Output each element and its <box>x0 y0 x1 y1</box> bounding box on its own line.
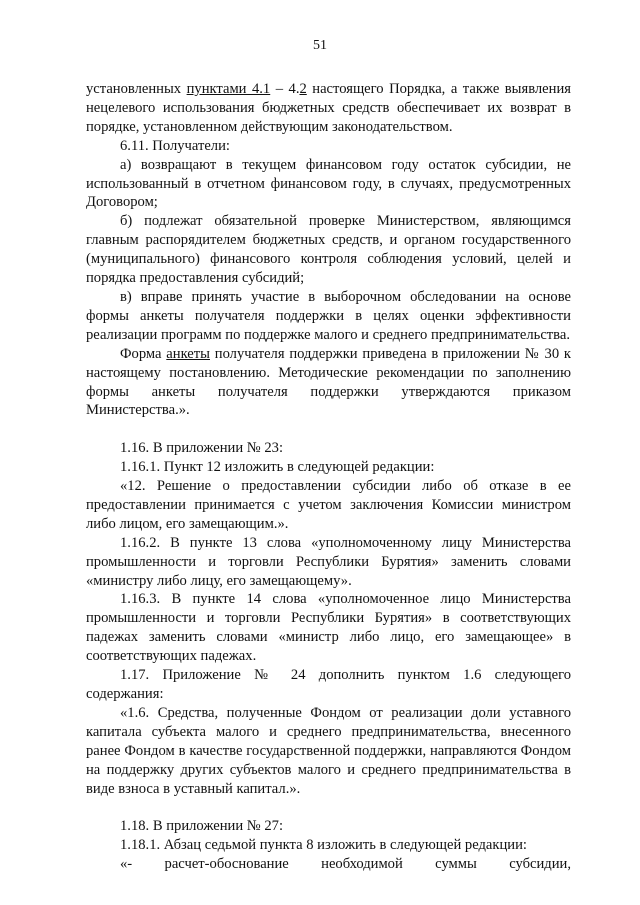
paragraph-1-18-1-text: «- расчет-обоснование необходимой суммы субсидии, <box>120 856 571 873</box>
paragraph-6-11-c: в) вправе принять участие в выборочном обследовании на основе формы анкеты получателя поддержки в целях оценки эффективности реализации программ по поддержке малого и среднего предпринимательства. <box>86 288 571 343</box>
paragraph-6-11-heading: 6.11. Получатели: <box>120 137 230 154</box>
paragraph-1-16-2: 1.16.2. В пункте 13 слова «уполномоченному лицу Министерства промышленности и торговли Республики Бурятия» заменить словами «министру либо лицу, его замещающему». <box>86 534 571 589</box>
paragraph-text: – 4. <box>270 81 300 97</box>
paragraph-text: настоящего Порядка, а также выявления нецелевого использования бюджетных средств обеспечивает их возврат в порядке, установленном действующим законодательством. <box>86 81 571 135</box>
paragraph-6-11-b: б) подлежат обязательной проверке Министерством, являющимся главным распорядителем бюджетных средств, и органом государственного (муниципального) финансового контроля соблюдения условий, целей и порядка предоставления субсидий; <box>86 213 571 287</box>
paragraph-1-16-heading: 1.16. В приложении № 23: <box>120 440 284 457</box>
paragraph-return-order <box>86 80 571 137</box>
paragraph-spacer <box>86 798 571 817</box>
link-points-4-1[interactable]: пунктами 4.1 <box>186 81 271 97</box>
paragraph-1-18-1: 1.18.1. Абзац седьмой пункта 8 изложить в следующей редакции: <box>120 837 527 854</box>
paragraph-1-17: 1.17. Приложение № 24 дополнить пунктом 1.6 следующего содержания: <box>86 667 571 702</box>
link-point-4-2[interactable]: 2 <box>299 81 307 97</box>
page-number: 51 <box>313 38 327 53</box>
paragraph-1-16-1-text: «12. Решение о предоставлении субсидии либо об отказе в ее предоставлении принимается с учетом заключения Комиссии министром либо лицом, его замещающим.». <box>86 478 571 532</box>
paragraph-6-11-a: а) возвращают в текущем финансовом году остаток субсидии, не использованный в отчетном финансовом году, в случаях, предусмотренных Договором; <box>86 156 571 211</box>
paragraph-text: получателя поддержки приведена в приложении № 30 к настоящему постановлению. Методические рекомендации по заполнению формы анкеты получателя поддержки утверждаются приказом Министерства.». <box>86 345 571 419</box>
paragraph-1-17-text: «1.6. Средства, полученные Фондом от реализации доли уставного капитала субъекта малого и среднего предпринимательства, внесенного ранее Фондом в качестве государственной поддержки, направляются Фондом на поддержку других субъектов малого и среднего предпринимательства в виде взноса в уставный капитал.». <box>86 704 571 797</box>
paragraph-1-18-heading: 1.18. В приложении № 27: <box>120 818 284 835</box>
paragraph-text: установленных <box>86 81 187 97</box>
paragraph-spacer <box>86 420 571 439</box>
link-survey-form[interactable]: анкеты <box>166 345 210 362</box>
paragraph-survey-form <box>86 345 571 421</box>
document-body <box>86 80 571 874</box>
paragraph-text: Форма <box>120 345 167 362</box>
paragraph-1-16-1: 1.16.1. Пункт 12 изложить в следующей редакции: <box>120 459 435 476</box>
paragraph-1-16-3: 1.16.3. В пункте 14 слова «уполномоченное лицо Министерства промышленности и торговли Республики Бурятия» в соответствующих падежах заменить словами «министр либо лицо, его замещающее» в соответствующих падежах. <box>86 591 571 665</box>
